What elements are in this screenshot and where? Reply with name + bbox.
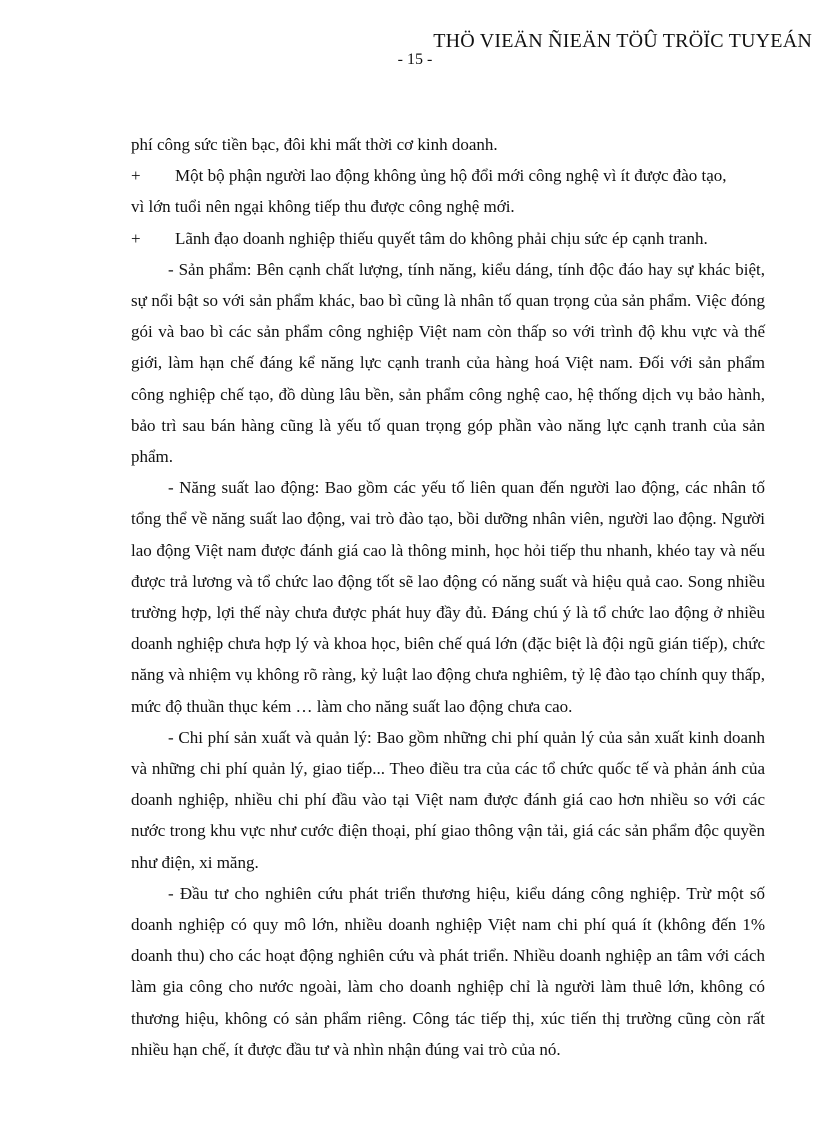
paragraph-dau-tu: - Đầu tư cho nghiên cứu phát triển thương hiệu, kiểu dáng công nghiệp. Trừ một số doanh nghiệp có quy mô lớn, nhiều doanh nghiệp Việt nam chi phí quá ít (không đến 1% doanh thu) cho các hoạt động nghiên cứu và phát triển. Nhiều doanh nghiệp an tâm với cách làm gia công cho nước ngoài, làm cho doanh nghiệp chỉ là người làm thuê lớn, không có thương hiệu, không có sản phẩm riêng. Công tác tiếp thị, xúc tiến thị trường cũng còn rất nhiều hạn chế, ít được đầu tư và nhìn nhận đúng vai trò của nó. [131,883,765,1059]
bullet-text: Lãnh đạo doanh nghiệp thiếu quyết tâm do không phải chịu sức ép cạnh tranh. [175,228,708,248]
bullet-text: Một bộ phận người lao động không ủng hộ đổi mới công nghệ vì ít được đào tạo, [175,166,727,186]
bullet-item-training [131,160,765,191]
bullet-item-leadership [131,223,765,254]
bullet-marker: + [131,228,141,248]
paragraph-san-pham: - Sản phẩm: Bên cạnh chất lượng, tính năng, kiểu dáng, tính độc đáo hay sự khác biệt, sự nổi bật so với sản phẩm khác, bao bì cũng là nhân tố quan trọng của sản phẩm. Việc đóng gói và bao bì các sản phẩm công nghiệp Việt nam còn thấp so với trình độ khu vực và thế giới, làm hạn chế đáng kể năng lực cạnh tranh của hàng hoá Việt nam. Đối với sản phẩm công nghiệp chế tạo, đồ dùng lâu bền, sản phẩm công nghệ cao, hệ thống dịch vụ bảo hành, bảo trì sau bán hàng cũng là yếu tố quan trọng góp phần vào năng lực cạnh tranh của sản phẩm. [131,259,765,467]
bullet-marker: + [131,166,141,186]
paragraph-continuation: phí công sức tiền bạc, đôi khi mất thời cơ kinh doanh. [131,135,498,154]
paragraph-chi-phi: - Chi phí sản xuất và quản lý: Bao gồm những chi phí quản lý của sản xuất kinh doanh và những chi phí quản lý, giao tiếp... Theo điều tra của các tổ chức quốc tế và phản ánh của doanh nghiệp, nhiều chi phí đầu vào tại Việt nam được đánh giá cao hơn nhiều so với các nước trong khu vực như cước điện thoại, phí giao thông vận tải, giá các sản phẩm độc quyền như điện, xi măng. [131,727,765,872]
page-number: - 15 - [397,51,433,68]
document-body [131,129,765,1065]
bullet-continuation: vì lớn tuổi nên ngại không tiếp thu được công nghệ mới. [131,197,515,217]
paragraph-nang-suat-lao-dong: - Năng suất lao động: Bao gồm các yếu tố liên quan đến người lao động, các nhân tố tổng thể về năng suất lao động, vai trò đào tạo, bồi dưỡng nhân viên, người lao động. Người lao động Việt nam được đánh giá cao là thông minh, học hỏi tiếp thu nhanh, khéo tay và nếu được trả lương và tổ chức lao động tốt sẽ lao động có năng suất và hiệu quả cao. Song nhiều trường hợp, lợi thế này chưa được phát huy đầy đủ. Đáng chú ý là tổ chức lao động ở nhiều doanh nghiệp chưa hợp lý và khoa học, biên chế quá lớn (đặc biệt là đội ngũ gián tiếp), chức năng và nhiệm vụ không rõ ràng, kỷ luật lao động chưa nghiêm, tỷ lệ đào tạo chính quy thấp, mức độ thuần thục kém … làm cho năng suất lao động chưa cao. [131,478,765,716]
page-header-title: THÖ VIEÄN ÑIEÄN TÖÛ TRÖÏC TUYEÁN [433,30,812,52]
